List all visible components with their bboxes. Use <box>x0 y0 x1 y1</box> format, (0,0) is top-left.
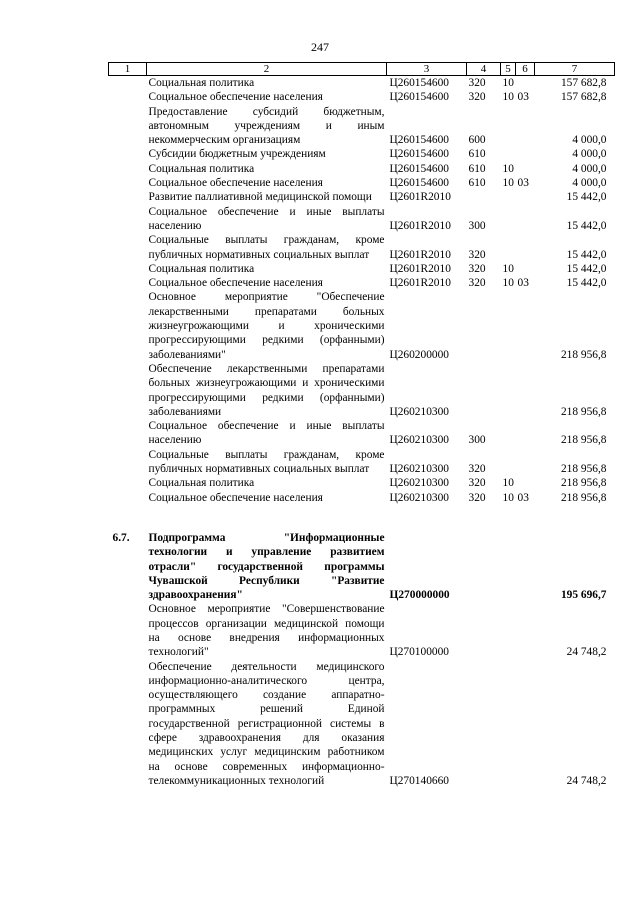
row-name: Развитие паллиативной медицинской помощи <box>148 191 372 204</box>
row-number <box>109 476 147 490</box>
table-row <box>109 262 615 276</box>
header-col-4: 4 <box>467 63 501 76</box>
row-pr <box>516 76 535 91</box>
table-row <box>109 90 615 104</box>
row-pr <box>516 660 535 789</box>
row-pr: 03 <box>517 277 529 290</box>
row-rz <box>501 362 516 419</box>
row-vr: 610 <box>468 162 486 175</box>
row-number <box>109 262 147 276</box>
row-name: Подпрограмма "Информационные технологии и управление развитием отрасли" государственной программы Чувашской Республики "Развитие здравоохранения" <box>148 531 385 602</box>
row-vr <box>467 602 501 659</box>
row-number <box>109 176 147 190</box>
row-pr: 03 <box>517 91 529 104</box>
row-name: Социальное обеспечение и иные выплаты населению <box>148 420 385 447</box>
header-col-5: 5 <box>501 63 516 76</box>
row-amount: 4 000,0 <box>572 134 607 147</box>
row-name: Социальные выплаты гражданам, кроме публичных нормативных социальных выплат <box>148 448 385 476</box>
header-col-2: 2 <box>147 63 387 76</box>
row-rz <box>501 419 516 448</box>
row-rz <box>501 290 516 361</box>
table-row <box>109 448 615 477</box>
row-amount: 15 442,0 <box>566 191 607 204</box>
row-name: Социальная политика <box>148 477 255 490</box>
row-pr <box>516 602 535 659</box>
row-name: Социальная политика <box>148 162 255 175</box>
row-number <box>109 602 147 659</box>
row-amount: 218 956,8 <box>560 405 607 418</box>
row-name: Социальная политика <box>148 77 255 89</box>
row-pr <box>516 205 535 234</box>
row-rz: 10 <box>502 177 514 190</box>
row-name: Социальное обеспечение населения <box>148 277 323 290</box>
row-amount: 218 956,8 <box>560 348 607 361</box>
row-vr: 320 <box>468 77 486 89</box>
row-name: Субсидии бюджетным учреждениям <box>148 148 326 161</box>
table-row <box>109 660 615 789</box>
row-amount: 15 442,0 <box>566 219 607 232</box>
row-vr <box>467 190 501 204</box>
table-row <box>109 362 615 419</box>
row-pr <box>516 419 535 448</box>
row-number <box>109 362 147 419</box>
row-code: Ц2601R2010 <box>389 262 451 275</box>
row-rz <box>501 205 516 234</box>
row-name: Обеспечение лекарственными препаратами больных жизнеугрожающими и хроническими прогрессирующими редкими (орфанными) заболеваниями <box>148 362 385 418</box>
row-number: 6.7. <box>112 531 130 544</box>
row-spacer <box>109 505 615 531</box>
table-row <box>109 276 615 290</box>
table-row <box>109 233 615 262</box>
row-code: Ц2601R2010 <box>389 219 451 232</box>
row-amount: 15 442,0 <box>566 262 607 275</box>
row-number <box>109 76 147 91</box>
row-code: Ц260200000 <box>389 348 449 361</box>
row-amount: 4 000,0 <box>572 148 607 161</box>
row-number <box>109 190 147 204</box>
table-row <box>109 147 615 161</box>
row-amount: 4 000,0 <box>572 177 607 190</box>
row-name: Предоставление субсидий бюджетным, автономным учреждениям и иным некоммерческим организациям <box>148 105 385 147</box>
row-number <box>109 290 147 361</box>
row-pr <box>516 233 535 262</box>
row-amount: 157 682,8 <box>560 77 607 89</box>
row-amount: 157 682,8 <box>560 91 607 104</box>
row-number <box>109 660 147 789</box>
row-amount: 4 000,0 <box>572 162 607 175</box>
page-number: 247 <box>311 40 329 54</box>
table-row <box>109 476 615 490</box>
row-vr: 320 <box>468 463 486 476</box>
row-code: Ц260210300 <box>389 405 449 418</box>
row-name: Основное мероприятие "Обеспечение лекарственными препаратами больных жизнеугрожающими и хроническими прогрессирующими редкими (орфанными) заболеваниями" <box>148 291 385 361</box>
row-rz: 10 <box>502 77 514 89</box>
row-pr <box>516 262 535 276</box>
row-vr <box>467 531 501 602</box>
row-rz <box>501 105 516 148</box>
row-code: Ц260154600 <box>389 162 449 175</box>
row-name: Социальные выплаты гражданам, кроме публичных нормативных социальных выплат <box>148 234 385 261</box>
row-vr <box>467 362 501 419</box>
table-row <box>109 531 615 602</box>
row-code: Ц260210300 <box>389 477 449 490</box>
table-row <box>109 419 615 448</box>
header-col-3: 3 <box>387 63 467 76</box>
row-vr: 320 <box>468 477 486 490</box>
row-vr <box>467 290 501 361</box>
row-rz: 10 <box>502 262 514 275</box>
row-vr: 300 <box>468 219 486 232</box>
header-col-6: 6 <box>516 63 535 76</box>
header-col-7: 7 <box>535 63 615 76</box>
row-rz: 10 <box>502 477 514 490</box>
table-row <box>109 76 615 91</box>
row-number <box>109 233 147 262</box>
row-amount: 218 956,8 <box>560 491 607 504</box>
row-pr: 03 <box>517 177 529 190</box>
row-rz <box>501 147 516 161</box>
row-vr: 300 <box>468 434 486 447</box>
row-number <box>109 147 147 161</box>
row-code: Ц270000000 <box>389 589 450 602</box>
row-vr: 320 <box>468 91 486 104</box>
row-pr: 03 <box>517 491 529 504</box>
row-vr: 600 <box>468 134 486 147</box>
table-body <box>109 76 615 789</box>
row-pr <box>516 147 535 161</box>
row-rz <box>501 602 516 659</box>
table-row <box>109 162 615 176</box>
row-rz: 10 <box>502 277 514 290</box>
row-name: Социальное обеспечение населения <box>148 177 323 190</box>
row-code: Ц260210300 <box>389 463 449 476</box>
row-number <box>109 105 147 148</box>
row-code: Ц260154600 <box>389 91 449 104</box>
row-vr: 320 <box>468 277 486 290</box>
row-pr <box>516 476 535 490</box>
row-vr <box>467 660 501 789</box>
row-amount: 218 956,8 <box>560 477 607 490</box>
spacer-cell <box>109 505 615 531</box>
row-name: Социальное обеспечение и иные выплаты населению <box>148 205 385 232</box>
row-rz: 10 <box>502 162 514 175</box>
row-rz: 10 <box>502 91 514 104</box>
table-row <box>109 190 615 204</box>
row-pr <box>516 290 535 361</box>
row-amount: 218 956,8 <box>560 463 607 476</box>
row-rz <box>501 190 516 204</box>
row-pr <box>516 531 535 602</box>
row-amount: 218 956,8 <box>560 434 607 447</box>
row-vr: 320 <box>468 491 486 504</box>
row-vr: 610 <box>468 177 486 190</box>
row-pr <box>516 190 535 204</box>
row-code: Ц2601R2010 <box>389 191 451 204</box>
row-code: Ц2601R2010 <box>389 277 451 290</box>
row-amount: 15 442,0 <box>566 277 607 290</box>
row-rz <box>501 660 516 789</box>
row-name: Основное мероприятие "Совершенствование процессов организации медицинской помощи на основе внедрения информационных технологий" <box>148 603 385 659</box>
row-amount: 195 696,7 <box>560 589 607 602</box>
row-code: Ц260210300 <box>389 491 449 504</box>
row-rz <box>501 448 516 477</box>
row-name: Социальная политика <box>148 262 255 275</box>
table-row <box>109 105 615 148</box>
row-name: Социальное обеспечение населения <box>148 491 323 504</box>
row-rz: 10 <box>502 491 514 504</box>
row-code: Ц260210300 <box>389 434 449 447</box>
row-number <box>109 419 147 448</box>
row-number <box>109 205 147 234</box>
table-row <box>109 176 615 190</box>
budget-table <box>108 62 615 788</box>
row-code: Ц260154600 <box>389 134 449 147</box>
row-amount: 24 748,2 <box>566 774 607 787</box>
row-name: Обеспечение деятельности медицинского информационно-аналитического центра, осуществляющего создание аппаратно-программных решений Единой государственной регистрационной системы в сфере здравоохранения для оказания медицинских услуг медицинским работником на основе современных информационно-телекоммуникационных технологий <box>148 660 385 787</box>
table-row <box>109 491 615 505</box>
row-pr <box>516 448 535 477</box>
table-row <box>109 290 615 361</box>
row-vr: 610 <box>468 148 486 161</box>
row-rz <box>501 233 516 262</box>
row-pr <box>516 105 535 148</box>
row-pr <box>516 362 535 419</box>
row-amount: 24 748,2 <box>566 646 607 659</box>
row-code: Ц2601R2010 <box>389 248 451 261</box>
row-code: Ц260154600 <box>389 177 449 190</box>
row-code: Ц270140660 <box>389 774 449 787</box>
row-amount: 15 442,0 <box>566 248 607 261</box>
row-code: Ц260154600 <box>389 148 449 161</box>
row-number <box>109 491 147 505</box>
table-row <box>109 205 615 234</box>
table-row <box>109 602 615 659</box>
row-number <box>109 90 147 104</box>
row-vr: 320 <box>468 262 486 275</box>
row-rz <box>501 531 516 602</box>
row-pr <box>516 162 535 176</box>
row-code: Ц270100000 <box>389 646 449 659</box>
row-number <box>109 276 147 290</box>
row-number <box>109 162 147 176</box>
row-number <box>109 448 147 477</box>
row-name: Социальное обеспечение населения <box>148 91 323 104</box>
row-vr: 320 <box>468 248 486 261</box>
row-code: Ц260154600 <box>389 77 449 89</box>
header-col-1: 1 <box>109 63 147 76</box>
column-number-header <box>109 63 615 76</box>
